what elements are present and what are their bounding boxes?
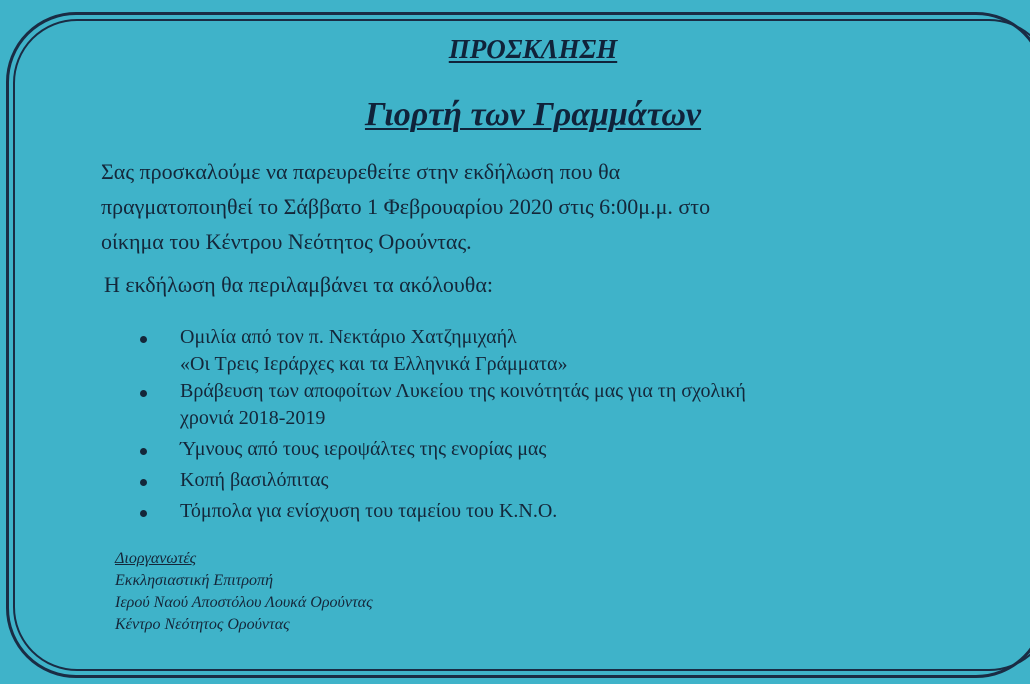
paragraph-line: οίκημα του Κέντρου Νεότητος Ορούντας. <box>101 229 472 254</box>
program-intro: Η εκδήλωση θα περιλαμβάνει τα ακόλουθα: <box>104 272 493 297</box>
list-item <box>140 498 1000 525</box>
bullet-icon <box>140 390 147 397</box>
list-item <box>140 324 1000 378</box>
program-list <box>140 324 1000 525</box>
paragraph-line: Σας προσκαλούμε να παρευρεθείτε στην εκδήλωση που θα <box>101 159 621 184</box>
event-title: Γιορτή των Γραμμάτων <box>364 96 702 133</box>
item-line: Κοπή βασιλόπιτας <box>180 469 329 491</box>
item-line: Ομιλία από τον π. Νεκτάριο Χατζημιχαήλ <box>180 326 517 348</box>
item-line: χρονιά 2018-2019 <box>180 407 326 429</box>
invitation-title: ΠΡΟΣΚΛΗΣΗ <box>448 34 618 64</box>
bullet-icon <box>140 448 147 455</box>
organizer-line: Εκκλησιαστική Επιτροπή <box>115 572 274 589</box>
bullet-icon <box>140 336 147 343</box>
bullet-icon <box>140 479 147 486</box>
invitation-paragraph <box>101 154 981 259</box>
item-line: Τόμπολα για ενίσχυση του ταμείου του Κ.Ν.Ο. <box>180 500 558 522</box>
item-line: Ύμνους από τους ιεροψάλτες της ενορίας μας <box>180 438 547 460</box>
organizers-heading: Διοργανωτές <box>115 550 197 567</box>
organizer-line: Ιερού Ναού Αποστόλου Λουκά Ορούντας <box>115 594 373 611</box>
paragraph-line: πραγματοποιηθεί το Σάββατο 1 Φεβρουαρίου 2020 στις 6:00μ.μ. στο <box>101 194 711 219</box>
list-item <box>140 436 1000 463</box>
item-line: Βράβευση των αποφοίτων Λυκείου της κοινότητάς μας για τη σχολική <box>180 380 746 402</box>
bullet-icon <box>140 510 147 517</box>
list-item <box>140 378 1000 432</box>
organizers-block <box>115 548 373 636</box>
item-line: «Οι Τρεις Ιεράρχες και τα Ελληνικά Γράμματα» <box>180 353 568 375</box>
organizer-line: Κέντρο Νεότητος Ορούντας <box>115 616 290 633</box>
list-item <box>140 467 1000 494</box>
